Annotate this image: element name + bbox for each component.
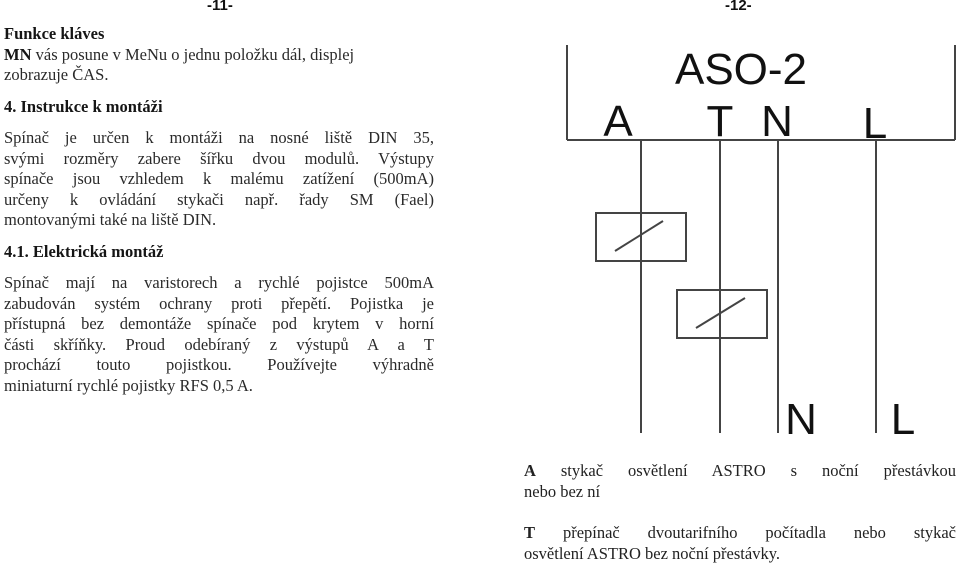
legend-a-text: stykač osvětlení ASTRO s noční přestávkou xyxy=(535,461,956,480)
device-name-label: ASO-2 xyxy=(674,45,808,94)
bottom-label-l: L xyxy=(890,395,916,444)
section41-heading: 4.1. Elektrická montáž xyxy=(4,241,164,261)
section4-line: určeny k ovládání stykači např. řady SM (Fael) xyxy=(4,189,434,209)
legend-item-t xyxy=(524,522,956,564)
coil-box-t xyxy=(677,290,767,338)
legend-t-text: přepínač dvoutarifního počítadla nebo stykač xyxy=(535,523,956,542)
legend-t-term: T xyxy=(524,523,536,542)
terminal-label-t: T xyxy=(706,97,734,146)
section41-line: zabudován systém ochrany proti přepětí. Pojistka je xyxy=(4,293,434,313)
legend-t-line1 xyxy=(524,522,956,543)
contactor-coil-t xyxy=(677,290,767,338)
coil-symbol-a xyxy=(615,221,663,251)
functions-heading: Funkce kláves xyxy=(4,24,105,43)
terminal-label-l: L xyxy=(862,99,888,148)
bottom-label-n: N xyxy=(785,395,817,444)
mn-description-text: vás posune v MeNu o jednu položku dál, displej xyxy=(31,44,355,64)
mn-key-label: MN xyxy=(4,44,32,64)
legend-item-a xyxy=(524,460,956,502)
section4-line: Spínač je určen k montáži na nosné liště DIN 35, xyxy=(4,128,434,147)
section4-line: spínače jsou vzhledem k malému zatížení (500mA) xyxy=(4,169,434,188)
page-number-left: -11- xyxy=(207,0,233,14)
section41-line: prochází touto pojistkou. Používejte výhradně xyxy=(4,355,434,374)
legend-a-term: A xyxy=(524,461,536,480)
section41-line: části skříňky. Proud odebíraný z výstupů A a T xyxy=(4,334,434,354)
section41-line: přístupná bez demontáže spínače pod krytem v horní xyxy=(4,314,434,333)
legend-t-line2: osvětlení ASTRO bez noční přestávky. xyxy=(524,544,781,563)
legend-a-line1 xyxy=(524,460,956,481)
terminal-label-n: N xyxy=(761,97,793,146)
page-number-right: -12- xyxy=(725,0,752,14)
legend-a-line2: nebo bez ní xyxy=(524,482,601,501)
section4-line: montovanými také na liště DIN. xyxy=(4,210,217,229)
section4-line: svými rozměry zabere šířku dvou modulů. Výstupy xyxy=(4,148,434,168)
section4-heading: 4. Instrukce k montáži xyxy=(4,96,163,116)
terminal-label-a: A xyxy=(603,97,633,146)
section41-line: Spínač mají na varistorech a rychlé pojistce 500mA xyxy=(4,273,434,292)
mn-description-line2: zobrazuje ČAS. xyxy=(4,65,109,84)
section41-line: miniaturní rychlé pojistky RFS 0,5 A. xyxy=(4,375,253,395)
wires xyxy=(641,140,876,433)
